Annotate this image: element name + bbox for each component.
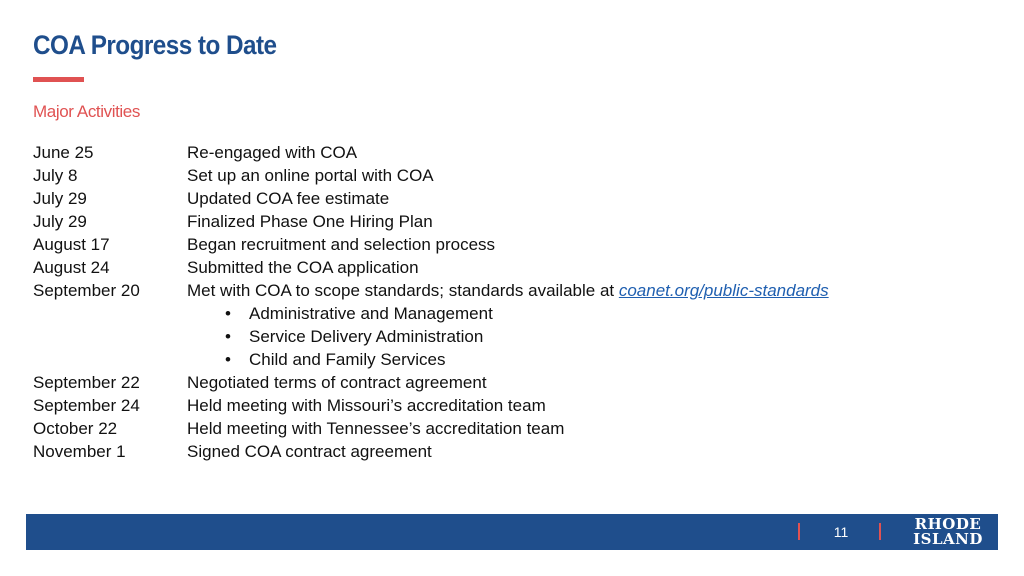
timeline-row	[33, 371, 933, 394]
standards-item-label: Administrative and Management	[249, 304, 493, 323]
timeline-row	[33, 394, 933, 417]
standards-link[interactable]: coanet.org/public-standards	[618, 281, 829, 300]
bullet-icon: •	[225, 327, 231, 346]
timeline-date: September 24	[33, 396, 140, 415]
timeline-row	[33, 233, 933, 256]
timeline-date: October 22	[33, 419, 118, 438]
timeline-row	[33, 440, 933, 463]
timeline-activity: Submitted the COA application	[187, 258, 419, 277]
timeline-date: June 25	[33, 143, 94, 162]
timeline-activity	[187, 279, 829, 302]
title-accent-rule	[33, 77, 84, 82]
standards-item-label: Child and Family Services	[249, 350, 446, 369]
standards-list-item	[33, 348, 933, 371]
standards-list-item	[33, 302, 933, 325]
footer-divider	[879, 523, 881, 540]
timeline-date: September 22	[33, 373, 140, 392]
section-subtitle: Major Activities	[33, 102, 140, 121]
timeline-activity: Finalized Phase One Hiring Plan	[187, 212, 433, 231]
timeline-activity-text: Met with COA to scope standards; standards available at	[187, 281, 619, 300]
logo-line-2: ISLAND	[913, 530, 983, 548]
timeline-date: September 20	[33, 281, 140, 300]
page-number: 11	[833, 524, 849, 540]
timeline-row	[33, 417, 933, 440]
timeline-date: July 8	[33, 166, 78, 185]
timeline-row	[33, 279, 933, 302]
timeline-date: July 29	[33, 189, 87, 208]
timeline-row	[33, 187, 933, 210]
timeline-activity: Negotiated terms of contract agreement	[187, 373, 487, 392]
timeline-row	[33, 141, 933, 164]
timeline-date: November 1	[33, 442, 126, 461]
standards-list-item	[33, 325, 933, 348]
rhode-island-logo	[906, 517, 990, 547]
timeline-activity: Held meeting with Missouri’s accreditation team	[187, 396, 546, 415]
page-title: COA Progress to Date	[33, 30, 277, 60]
timeline-date: August 17	[33, 235, 110, 254]
standards-item-label: Service Delivery Administration	[249, 327, 484, 346]
standards-list	[33, 302, 933, 371]
logo-line-1: RHODE	[914, 515, 982, 533]
timeline-activity: Began recruitment and selection process	[187, 235, 496, 254]
timeline-activity: Signed COA contract agreement	[187, 442, 432, 461]
timeline-activity: Held meeting with Tennessee’s accreditation team	[187, 419, 565, 438]
footer-divider	[798, 523, 800, 540]
timeline-activity: Set up an online portal with COA	[187, 166, 434, 185]
timeline-activity: Updated COA fee estimate	[187, 189, 390, 208]
timeline-activity: Re-engaged with COA	[187, 143, 358, 162]
bullet-icon: •	[225, 350, 231, 369]
timeline-row	[33, 210, 933, 233]
timeline-date: July 29	[33, 212, 87, 231]
timeline-row	[33, 164, 933, 187]
activity-timeline	[33, 141, 933, 463]
footer-bar	[26, 514, 998, 550]
timeline-row	[33, 256, 933, 279]
bullet-icon: •	[225, 304, 231, 323]
timeline-date: August 24	[33, 258, 110, 277]
